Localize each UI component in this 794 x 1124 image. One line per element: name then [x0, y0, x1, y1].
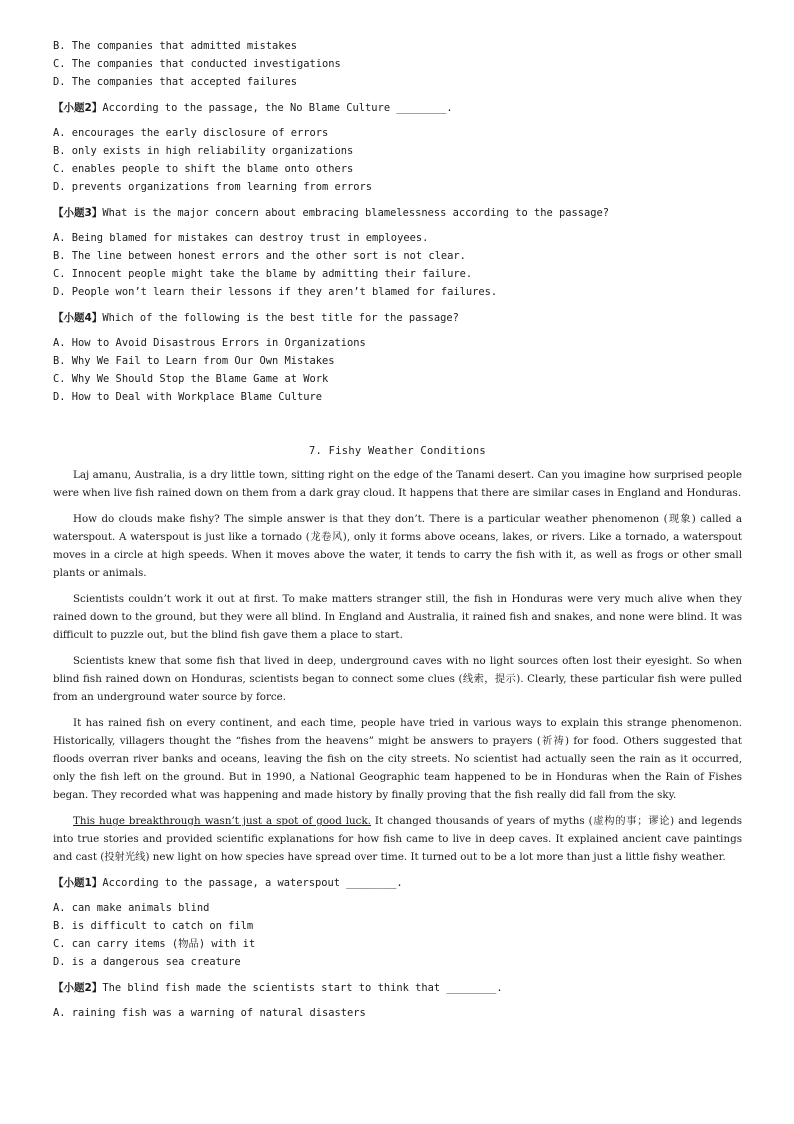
option-c: C. can carry items (物品) with it — [53, 938, 256, 950]
question-4-options — [53, 334, 742, 406]
option-d: D. The companies that accepted failures — [53, 76, 297, 88]
option-a: A. encourages the early disclosure of errors — [53, 127, 329, 139]
question-2-options — [53, 124, 742, 196]
passage-paragraph-1: Laj amanu, Australia, is a dry little town, sitting right on the edge of the Tanami desert. Can you imagine how surprised people were when live fish rained down on them from a dark gray cloud. It happens that there are similar cases in England and Honduras. — [53, 469, 742, 499]
option-c: C. The companies that conducted investigations — [53, 58, 341, 70]
option-d: D. How to Deal with Workplace Blame Culture — [53, 391, 322, 403]
question-tag: 【小题2】 — [53, 102, 103, 114]
option-b: B. is difficult to catch on film — [53, 920, 254, 932]
passage-question-1-stem: 【小题1】According to the passage, a waterspout ________. — [53, 877, 403, 889]
option-a: A. Being blamed for mistakes can destroy trust in employees. — [53, 232, 429, 244]
question-4-stem: 【小题4】Which of the following is the best title for the passage? — [53, 312, 459, 324]
previous-question-options — [53, 37, 742, 91]
passage-question-2-stem: 【小题2】The blind fish made the scientists start to think that ________. — [53, 982, 503, 994]
underlined-sentence: This huge breakthrough wasn’t just a spot of good luck. — [73, 815, 371, 827]
option-c: C. Innocent people might take the blame by admitting their failure. — [53, 268, 473, 280]
option-b: B. The line between honest errors and the other sort is not clear. — [53, 250, 466, 262]
passage-question-1-options — [53, 899, 742, 971]
passage-paragraph-3: Scientists couldn’t work it out at first. To make matters stranger still, the fish in Honduras were very much alive when they rained down to the ground, but they were all blind. In England and Australia, it rained fish and snakes, and none were blind. It was difficult to puzzle out, but the blind fish gave them a place to start. — [53, 593, 742, 641]
passage-title: 7. Fishy Weather Conditions — [308, 445, 486, 457]
option-a: A. How to Avoid Disastrous Errors in Organizations — [53, 337, 366, 349]
passage-paragraph-5: It has rained fish on every continent, and each time, people have tried in various ways to explain this strange phenomenon. Historically, villagers thought the “fishes from the heavens” might be answers to prayers (祈祷) for food. Others suggested that floods overran river banks and oceans, leaving the fish on the city streets. No scientist had actually seen the rain as it occurred, only the fish left on the ground. But in 1990, a National Geographic team happened to be in Honduras when the Rain of Fishes began. They recorded what was happening and made history by finally proving that the fish really did fall from the sky. — [53, 717, 742, 801]
option-b: B. Why We Fail to Learn from Our Own Mistakes — [53, 355, 335, 367]
option-d: D. People won’t learn their lessons if they aren’t blamed for failures. — [53, 286, 498, 298]
option-d: D. prevents organizations from learning from errors — [53, 181, 373, 193]
question-tag: 【小题1】 — [53, 877, 103, 889]
option-a: A. can make animals blind — [53, 902, 210, 914]
option-b: B. only exists in high reliability organizations — [53, 145, 354, 157]
option-b: B. The companies that admitted mistakes — [53, 40, 297, 52]
option-c: C. Why We Should Stop the Blame Game at Work — [53, 373, 329, 385]
passage-question-2-options — [53, 1004, 742, 1022]
question-3-stem: 【小题3】What is the major concern about embracing blamelessness according to the passage? — [53, 207, 610, 219]
passage-paragraph-2: How do clouds make fishy? The simple answer is that they don’t. There is a particular weather phenomenon (现象) called a waterspout. A waterspout is just like a tornado (龙卷风), only it forms above oceans, lakes, or rivers. Like a tornado, a waterspout moves in a circle at high speeds. When it moves above the water, it tends to carry the fish with it, as well as frogs or other small plants or animals. — [53, 513, 742, 579]
question-tag: 【小题4】 — [53, 312, 103, 324]
option-d: D. is a dangerous sea creature — [53, 956, 241, 968]
option-a: A. raining fish was a warning of natural disasters — [53, 1007, 366, 1019]
question-2-stem: 【小题2】According to the passage, the No Blame Culture ________. — [53, 102, 453, 114]
question-tag: 【小题3】 — [53, 207, 103, 219]
question-3-options — [53, 229, 742, 301]
option-c: C. enables people to shift the blame onto others — [53, 163, 354, 175]
passage-paragraph-6: This huge breakthrough wasn’t just a spot of good luck. It changed thousands of years of myths (虚构的事；谬论) and legends into true stories and provided scientific explanations for how fish came to live in deep caves. It explained ancient cave paintings and cast (投射光线) new light on how species have spread over time. It turned out to be a lot more than just a little fishy weather. — [53, 815, 742, 863]
passage-paragraph-4: Scientists knew that some fish that lived in deep, underground caves with no light sources often lost their eyesight. So when blind fish rained down on Honduras, scientists began to connect some clues (线索，提示). Clearly, these particular fish were pulled from an underground water source by force. — [53, 655, 742, 703]
question-tag: 【小题2】 — [53, 982, 103, 994]
